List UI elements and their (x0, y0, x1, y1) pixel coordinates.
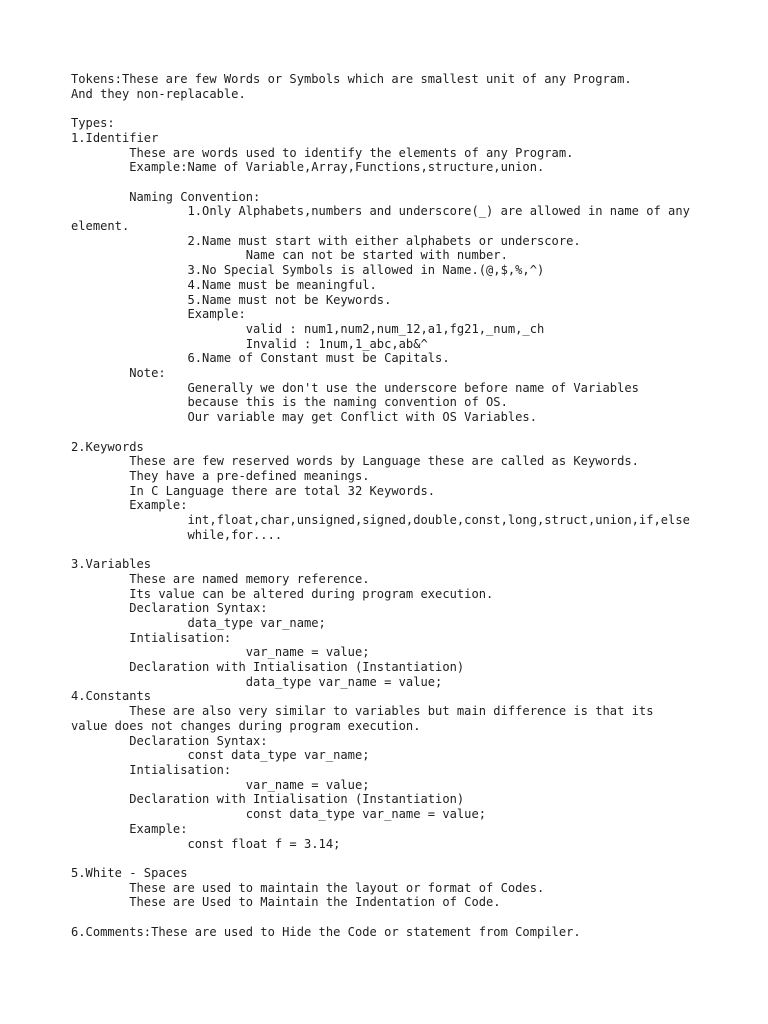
text-line: Our variable may get Conflict with OS Variables. (71, 410, 537, 425)
text-line: 6.Comments:These are used to Hide the Code or statement from Compiler. (71, 924, 581, 939)
text-line: while,for.... (71, 527, 283, 542)
text-line: Its value can be altered during program execution. (71, 586, 494, 601)
text-line: valid : num1,num2,num_12,a1,fg21,_num,_ch (71, 321, 545, 336)
text-line: because this is the naming convention of OS. (71, 395, 508, 410)
text-line: They have a pre-defined meanings. (71, 468, 370, 483)
text-line: const data_type var_name; (71, 748, 370, 763)
text-line: Intialisation: (71, 630, 232, 645)
text-line: Declaration Syntax: (71, 601, 268, 616)
document-body (71, 72, 691, 939)
text-line: data_type var_name = value; (71, 674, 443, 689)
text-line: const float f = 3.14; (71, 836, 341, 851)
text-line: 3.No Special Symbols is allowed in Name.(@,$,%,^) (71, 263, 545, 278)
text-line: These are few reserved words by Language these are called as Keywords. (71, 454, 639, 469)
text-line: 3.Variables (71, 557, 152, 572)
text-line: Declaration Syntax: (71, 733, 268, 748)
text-line: 1.Identifier (71, 130, 159, 145)
text-line: These are used to maintain the layout or format of Codes. (71, 880, 545, 895)
text-line: Example: (71, 821, 188, 836)
text-line: Invalid : 1num,1_abc,ab&^ (71, 336, 428, 351)
text-line (71, 542, 691, 557)
text-line: Declaration with Intialisation (Instantiation) (71, 660, 465, 675)
text-line (71, 425, 691, 440)
text-line: Example:Name of Variable,Array,Functions,structure,union. (71, 160, 545, 175)
text-line: Example: (71, 498, 188, 513)
text-line: Generally we don't use the underscore before name of Variables (71, 380, 639, 395)
text-line (71, 910, 691, 925)
text-line: These are also very similar to variables but main difference is that its (71, 704, 654, 719)
text-line: 4.Name must be meaningful. (71, 277, 377, 292)
text-line: value does not changes during program execution. (71, 718, 421, 733)
text-line: 2.Name must start with either alphabets or underscore. (71, 233, 581, 248)
text-line: These are words used to identify the elements of any Program. (71, 145, 574, 160)
text-line: Name can not be started with number. (71, 248, 508, 263)
text-line: These are Used to Maintain the Indentation of Code. (71, 895, 501, 910)
text-line: Naming Convention: (71, 189, 261, 204)
text-line: 4.Constants (71, 689, 152, 704)
text-line: data_type var_name; (71, 615, 326, 630)
text-line: const data_type var_name = value; (71, 807, 487, 822)
text-line: Tokens:These are few Words or Symbols which are smallest unit of any Program. (71, 72, 632, 86)
text-line (71, 851, 691, 866)
text-line: Intialisation: (71, 762, 232, 777)
text-line: In C Language there are total 32 Keywords. (71, 483, 436, 498)
text-line: 5.Name must not be Keywords. (71, 292, 392, 307)
text-line (71, 175, 691, 190)
text-line: var_name = value; (71, 777, 370, 792)
text-line: 1.Only Alphabets,numbers and underscore(_) are allowed in name of any (71, 204, 690, 219)
text-line: var_name = value; (71, 645, 370, 660)
text-line: And they non-replacable. (71, 86, 246, 101)
text-line (71, 101, 691, 116)
text-line: Example: (71, 307, 246, 322)
text-line: Types: (71, 116, 115, 131)
text-line: 6.Name of Constant must be Capitals. (71, 351, 450, 366)
text-line: 5.White - Spaces (71, 865, 188, 880)
text-line: 2.Keywords (71, 439, 144, 454)
text-line: element. (71, 219, 130, 233)
text-line: int,float,char,unsigned,signed,double,const,long,struct,union,if,else (71, 513, 690, 528)
text-line: Declaration with Intialisation (Instantiation) (71, 792, 465, 807)
text-line: Note: (71, 366, 166, 381)
text-line: These are named memory reference. (71, 571, 370, 586)
